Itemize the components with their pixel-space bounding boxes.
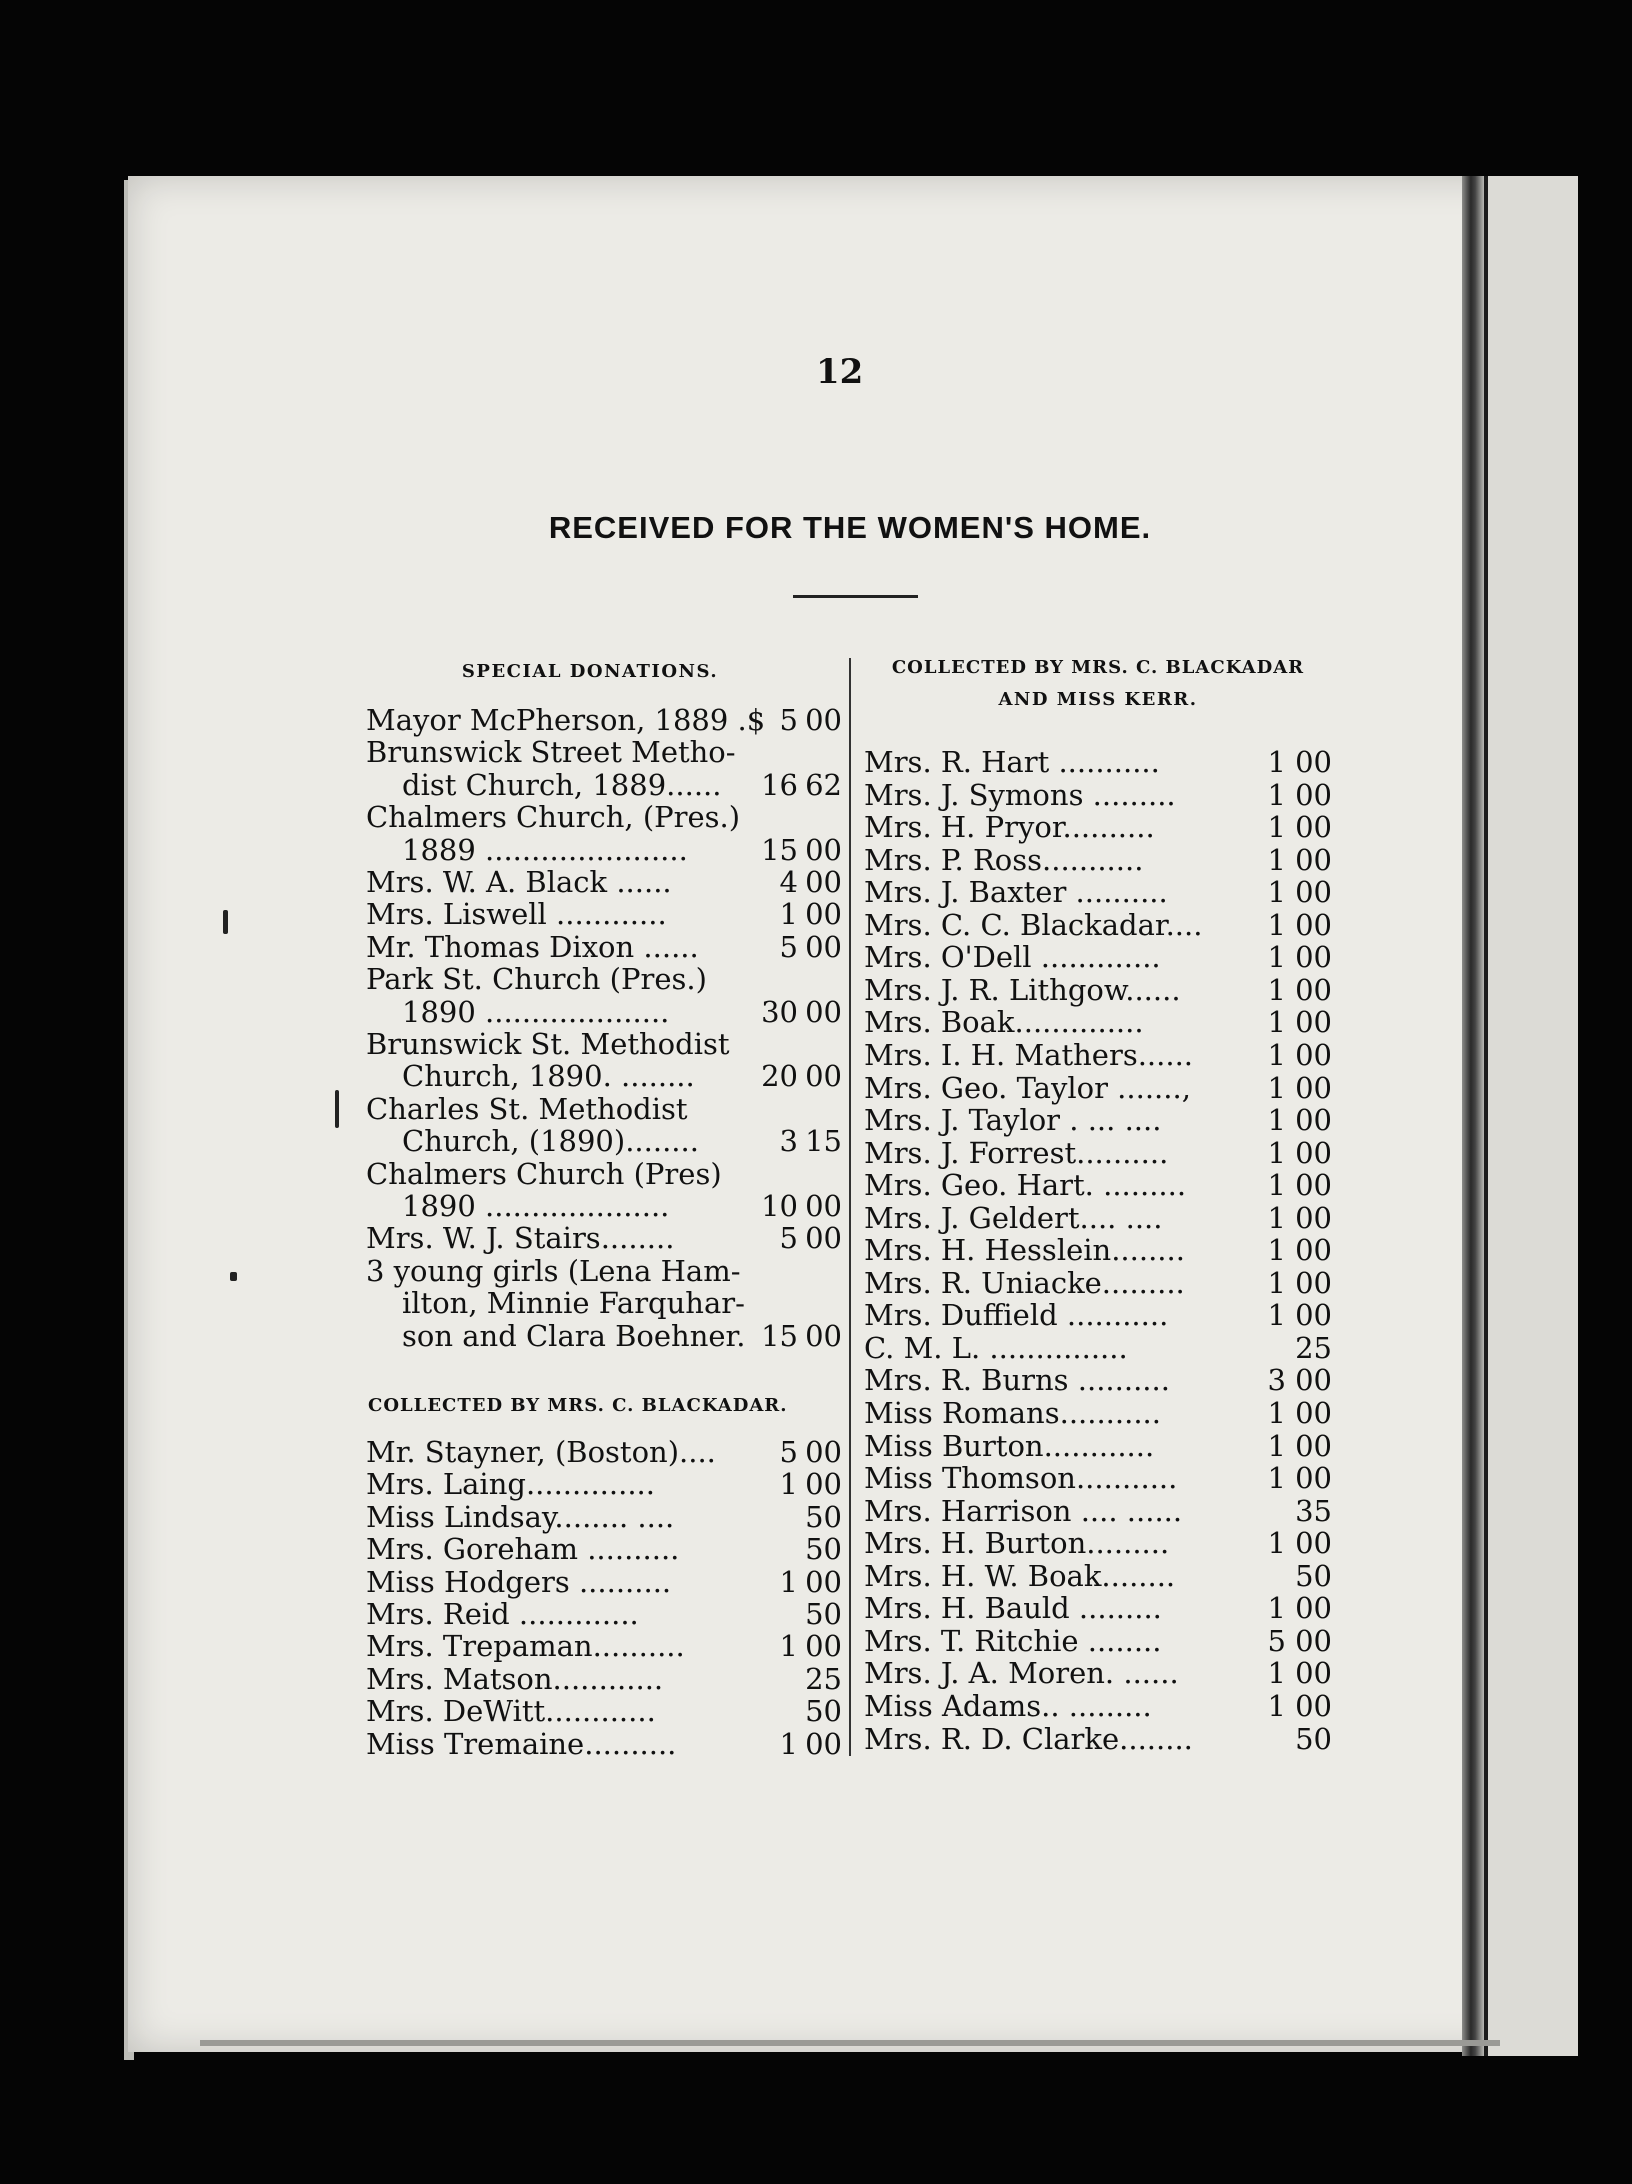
ledger-row <box>366 1255 842 1287</box>
amount-cents: 00 <box>805 1726 842 1761</box>
ledger-row <box>864 1560 1336 1592</box>
amount-dollars: 1 <box>1267 1526 1286 1561</box>
donor-name: Mrs. Trepaman.......... <box>366 1629 685 1664</box>
donor-name: Mrs. R. Uniacke......... <box>864 1265 1185 1300</box>
ledger-row <box>864 909 1336 941</box>
donor-name: son and Clara Boehner. <box>402 1318 746 1353</box>
special-donations-heading: SPECIAL DONATIONS. <box>461 661 719 682</box>
amount-dollars: 5 <box>779 1221 798 1256</box>
amount-cents: 00 <box>805 865 842 899</box>
donor-name: Mrs. J. Forrest.......... <box>864 1135 1169 1170</box>
amount-cents: 00 <box>1295 1005 1332 1040</box>
donor-name: Miss Romans........... <box>864 1396 1161 1430</box>
amount-cents: 00 <box>1295 1623 1332 1658</box>
amount-dollars: 10 <box>761 1189 798 1223</box>
title-rule <box>793 595 918 598</box>
donor-name: dist Church, 1889...... <box>402 767 722 802</box>
donor-name: Mrs. Harrison .... ...... <box>864 1493 1183 1528</box>
amount-dollars: 1 <box>1267 1005 1286 1040</box>
donor-name: Mrs. R. D. Clarke........ <box>864 1721 1193 1756</box>
amount-dollars: 1 <box>1267 777 1286 812</box>
donor-name: Mrs. Liswell ............ <box>366 897 667 932</box>
donor-name: Mrs. H. Pryor.......... <box>864 810 1155 845</box>
ledger-row <box>366 1695 842 1727</box>
amount-cents: 00 <box>805 1435 842 1469</box>
ledger-row <box>366 1663 842 1695</box>
donor-name: Mrs. T. Ritchie ........ <box>864 1623 1162 1658</box>
page-number: 12 <box>816 352 864 392</box>
donor-name: Brunswick Street Metho- <box>366 735 736 770</box>
donor-name: Mrs. Goreham .......... <box>366 1532 680 1567</box>
ledger-row <box>864 1137 1336 1169</box>
donor-name: Miss Tremaine.......... <box>366 1726 677 1761</box>
amount-cents: 15 <box>805 1124 842 1159</box>
donor-name: Mrs. Geo. Taylor ......., <box>864 1070 1191 1105</box>
ledger-row <box>864 1657 1336 1689</box>
amount-dollars: 1 <box>1267 1428 1286 1463</box>
amount-dollars: 15 <box>761 1318 798 1353</box>
ledger-row <box>366 898 842 930</box>
ledger-row <box>864 1690 1336 1722</box>
donor-name: Mrs. J. R. Lithgow...... <box>864 972 1181 1007</box>
amount-cents: 50 <box>805 1597 842 1631</box>
ledger-row <box>864 1267 1336 1299</box>
donor-name: Mrs. W. A. Black ...... <box>366 865 672 899</box>
amount-dollars: 20 <box>761 1059 798 1094</box>
amount-cents: 00 <box>805 1318 842 1353</box>
ledger-row <box>864 746 1336 778</box>
binding-spine <box>1462 176 1484 2056</box>
ledger-row <box>366 1598 842 1630</box>
amount-cents: 00 <box>1295 907 1332 942</box>
ledger-row <box>864 1006 1336 1038</box>
amount-cents: 00 <box>1295 1233 1332 1268</box>
amount-cents: 00 <box>1295 1363 1332 1398</box>
donor-name: Church, 1890. ........ <box>402 1059 695 1094</box>
donor-name: Mrs. Geo. Hart. ......... <box>864 1168 1187 1203</box>
donor-name: Mrs. C. C. Blackadar.... <box>864 907 1203 942</box>
amount-dollars: 1 <box>779 1726 798 1761</box>
donor-name: Mrs. R. Burns .......... <box>864 1363 1170 1398</box>
amount-cents: 00 <box>1295 1656 1332 1691</box>
donor-name: Park St. Church (Pres.) <box>366 962 707 997</box>
ledger-row <box>366 1436 842 1468</box>
donor-name: Mrs. Laing.............. <box>366 1467 655 1502</box>
amount-dollars: 1 <box>779 897 798 932</box>
ledger-row <box>864 1104 1336 1136</box>
scan-blemish <box>223 910 228 934</box>
ledger-row <box>864 1430 1336 1462</box>
amount-dollars: 1 <box>1267 1070 1286 1105</box>
amount-cents: 00 <box>805 1189 842 1223</box>
ledger-row <box>864 1592 1336 1624</box>
scan-blemish <box>230 1272 237 1281</box>
donor-name: Brunswick St. Methodist <box>366 1027 730 1061</box>
amount-dollars: 1 <box>1267 875 1286 910</box>
donor-name: Mrs. P. Ross........... <box>864 842 1144 877</box>
amount-cents: 00 <box>805 1221 842 1256</box>
ledger-row <box>366 1125 842 1157</box>
donor-name: Mrs. J. Symons ......... <box>864 777 1176 812</box>
donor-name: Mrs. Duffield ........... <box>864 1298 1169 1333</box>
amount-cents: 25 <box>1295 1330 1332 1365</box>
amount-cents: 00 <box>1295 777 1332 812</box>
donor-name: Mrs. Matson............ <box>366 1661 664 1696</box>
donor-name: Mr. Thomas Dixon ...... <box>366 929 699 964</box>
amount-cents: 00 <box>1295 972 1332 1007</box>
ledger-row <box>366 1222 842 1254</box>
donor-name: Mr. Stayner, (Boston).... <box>366 1435 716 1469</box>
amount-dollars: 1 <box>1267 1591 1286 1626</box>
ledger-row <box>864 1462 1336 1494</box>
amount-cents: 00 <box>1295 1265 1332 1300</box>
amount-cents: 00 <box>1295 1461 1332 1496</box>
amount-dollars: 1 <box>1267 1461 1286 1496</box>
amount-dollars: 1 <box>1267 1168 1286 1203</box>
ledger-row <box>864 1234 1336 1266</box>
donor-name: Mrs. J. Geldert.... .... <box>864 1200 1163 1235</box>
ledger-row <box>366 1320 842 1352</box>
donor-name: 1890 .................... <box>402 994 670 1029</box>
donor-name: C. M. L. ............... <box>864 1330 1128 1365</box>
amount-cents: 00 <box>1295 1688 1332 1723</box>
donor-name: Mrs. J. Baxter .......... <box>864 875 1168 910</box>
donor-name: Mrs. I. H. Mathers...... <box>864 1037 1194 1072</box>
amount-dollars: 5 <box>779 929 798 964</box>
column-divider <box>849 658 851 1756</box>
amount-dollars: 1 <box>1267 1037 1286 1072</box>
amount-cents: 25 <box>805 1661 842 1696</box>
ledger-row <box>366 1630 842 1662</box>
amount-cents: 50 <box>805 1532 842 1567</box>
ledger-row <box>366 1566 842 1598</box>
ledger-row <box>366 801 842 833</box>
amount-cents: 00 <box>805 1059 842 1094</box>
amount-dollars: 1 <box>1267 940 1286 975</box>
donor-name: Mrs. H. Burton......... <box>864 1526 1170 1561</box>
amount-cents: 00 <box>1295 1070 1332 1105</box>
ledger-row <box>366 1158 842 1190</box>
donor-name: Mrs. Boak.............. <box>864 1005 1144 1040</box>
amount-dollars: 1 <box>1267 907 1286 942</box>
donor-name: Mrs. R. Hart ........... <box>864 745 1160 779</box>
amount-cents: 00 <box>1295 875 1332 910</box>
ledger-row <box>366 866 842 898</box>
ledger-row <box>864 1527 1336 1559</box>
donor-name: 1889 ...................... <box>402 832 688 867</box>
amount-cents: 00 <box>805 1564 842 1599</box>
donor-name: Miss Thomson........... <box>864 1461 1178 1496</box>
donor-name: Mrs. W. J. Stairs........ <box>366 1221 675 1256</box>
amount-cents: 00 <box>1295 1135 1332 1170</box>
facing-page-strip <box>1484 176 1578 2056</box>
amount-dollars: 5 <box>779 1435 798 1469</box>
amount-cents: 50 <box>805 1694 842 1729</box>
amount-cents: 00 <box>805 832 842 867</box>
amount-dollars: 1 <box>1267 745 1286 779</box>
ledger-row <box>864 1202 1336 1234</box>
donor-name: Mrs. H. W. Boak........ <box>864 1558 1176 1593</box>
ledger-row <box>864 1072 1336 1104</box>
ledger-row <box>864 844 1336 876</box>
donor-name: 3 young girls (Lena Ham- <box>366 1253 741 1288</box>
ledger-row <box>366 996 842 1028</box>
donor-name: 1890 .................... <box>402 1189 670 1223</box>
amount-dollars: 1 <box>1267 842 1286 877</box>
ledger-row <box>864 1723 1336 1755</box>
amount-cents: 00 <box>1295 1200 1332 1235</box>
amount-cents: 00 <box>1295 940 1332 975</box>
donor-name: Mrs. J. Taylor . ... .... <box>864 1103 1162 1138</box>
ledger-row <box>366 931 842 963</box>
ledger-row <box>864 1364 1336 1396</box>
amount-cents: 00 <box>1295 1526 1332 1561</box>
amount-dollars: 30 <box>761 994 798 1029</box>
amount-cents: 50 <box>1295 1558 1332 1593</box>
amount-dollars: 1 <box>1267 1298 1286 1333</box>
amount-dollars: 1 <box>1267 1688 1286 1723</box>
amount-cents: 00 <box>805 897 842 932</box>
page-title: RECEIVED FOR THE WOMEN'S HOME. <box>548 510 1152 545</box>
amount-cents: 00 <box>1295 1591 1332 1626</box>
ledger-row <box>366 1190 842 1222</box>
amount-cents: 50 <box>805 1499 842 1534</box>
amount-dollars: 15 <box>761 832 798 867</box>
ledger-row <box>366 963 842 995</box>
ledger-row <box>366 1028 842 1060</box>
ledger-row <box>864 1169 1336 1201</box>
ledger-row <box>366 769 842 801</box>
donor-name: Charles St. Methodist <box>366 1091 688 1126</box>
scan-blemish <box>335 1090 339 1128</box>
amount-cents: 00 <box>805 929 842 964</box>
amount-dollars: 1 <box>779 1467 798 1502</box>
amount-dollars: 4 <box>779 865 798 899</box>
ledger-row <box>366 834 842 866</box>
ledger-row <box>864 941 1336 973</box>
amount-cents: 00 <box>1295 1396 1332 1430</box>
donor-name: Mrs. H. Hesslein........ <box>864 1233 1185 1268</box>
amount-dollars: 1 <box>1267 1135 1286 1170</box>
amount-dollars: 1 <box>1267 810 1286 845</box>
ledger-row <box>864 1299 1336 1331</box>
amount-cents: 00 <box>805 1467 842 1502</box>
amount-dollars: 1 <box>1267 1103 1286 1138</box>
ledger-row <box>864 811 1336 843</box>
ledger-row <box>366 1501 842 1533</box>
ledger-row <box>366 1533 842 1565</box>
ledger-row <box>864 1397 1336 1429</box>
amount-dollars: 1 <box>779 1564 798 1599</box>
amount-dollars: 5 <box>1267 1623 1286 1658</box>
donor-name: Mrs. J. A. Moren. ...... <box>864 1656 1179 1691</box>
ledger-row <box>864 1495 1336 1527</box>
donor-name: Miss Burton............ <box>864 1428 1155 1463</box>
amount-dollars: 5 <box>779 703 798 737</box>
amount-cents: 50 <box>1295 1721 1332 1756</box>
page-bottom-edge <box>200 2040 1500 2046</box>
ledger-row <box>864 1332 1336 1364</box>
ledger-row <box>366 1093 842 1125</box>
amount-cents: 00 <box>1295 842 1332 877</box>
amount-dollars: 3 <box>779 1124 798 1159</box>
ledger-row <box>864 974 1336 1006</box>
amount-dollars: 1 <box>1267 1200 1286 1235</box>
ledger-row <box>366 1728 842 1760</box>
amount-dollars: 1 <box>1267 1233 1286 1268</box>
ledger-row <box>366 736 842 768</box>
collected-blackadar-heading: COLLECTED BY MRS. C. BLACKADAR. <box>368 1395 788 1416</box>
donor-name: Mrs. O'Dell ............. <box>864 940 1161 975</box>
donor-name: Mrs. Reid ............. <box>366 1597 639 1631</box>
amount-cents: 00 <box>1295 810 1332 845</box>
ledger-row <box>864 779 1336 811</box>
amount-dollars: 1 <box>1267 1656 1286 1691</box>
collected-kerr-heading-line1: COLLECTED BY MRS. C. BLACKADAR <box>891 657 1305 678</box>
amount-cents: 00 <box>1295 1103 1332 1138</box>
ledger-row <box>864 1625 1336 1657</box>
ledger-row <box>864 876 1336 908</box>
amount-cents: 00 <box>1295 1037 1332 1072</box>
amount-dollars: 1 <box>1267 972 1286 1007</box>
donor-name: Miss Hodgers .......... <box>366 1564 672 1599</box>
donor-name: Church, (1890)........ <box>402 1124 699 1159</box>
amount-cents: 00 <box>805 994 842 1029</box>
amount-cents: 00 <box>1295 1428 1332 1463</box>
amount-dollars: 3 <box>1267 1363 1286 1398</box>
amount-dollars: 1 <box>1267 1396 1286 1430</box>
amount-cents: 00 <box>805 1629 842 1664</box>
amount-cents: 00 <box>1295 1298 1332 1333</box>
amount-cents: 00 <box>805 703 842 737</box>
amount-dollars: 1 <box>779 1629 798 1664</box>
ledger-row <box>366 704 842 736</box>
donor-name: ilton, Minnie Farquhar- <box>402 1286 745 1321</box>
donor-name: Chalmers Church, (Pres.) <box>366 800 741 835</box>
amount-cents: 00 <box>1295 1168 1332 1203</box>
amount-cents: 35 <box>1295 1493 1332 1528</box>
ledger-row <box>366 1287 842 1319</box>
amount-dollars: 1 <box>1267 1265 1286 1300</box>
ledger-row <box>366 1468 842 1500</box>
amount-cents: 00 <box>1295 745 1332 779</box>
amount-dollars: 16 <box>761 767 798 802</box>
donor-name: Mayor McPherson, 1889 .$ <box>366 703 766 737</box>
donor-name: Miss Lindsay........ .... <box>366 1499 675 1534</box>
ledger-row <box>366 1060 842 1092</box>
donor-name: Mrs. DeWitt............ <box>366 1694 656 1729</box>
donor-name: Mrs. H. Bauld ......... <box>864 1591 1162 1626</box>
collected-kerr-heading-line2: AND MISS KERR. <box>998 689 1198 710</box>
ledger-row <box>864 1039 1336 1071</box>
donor-name: Chalmers Church (Pres) <box>366 1156 722 1191</box>
donor-name: Miss Adams.. ......... <box>864 1688 1152 1723</box>
amount-cents: 62 <box>805 767 842 802</box>
